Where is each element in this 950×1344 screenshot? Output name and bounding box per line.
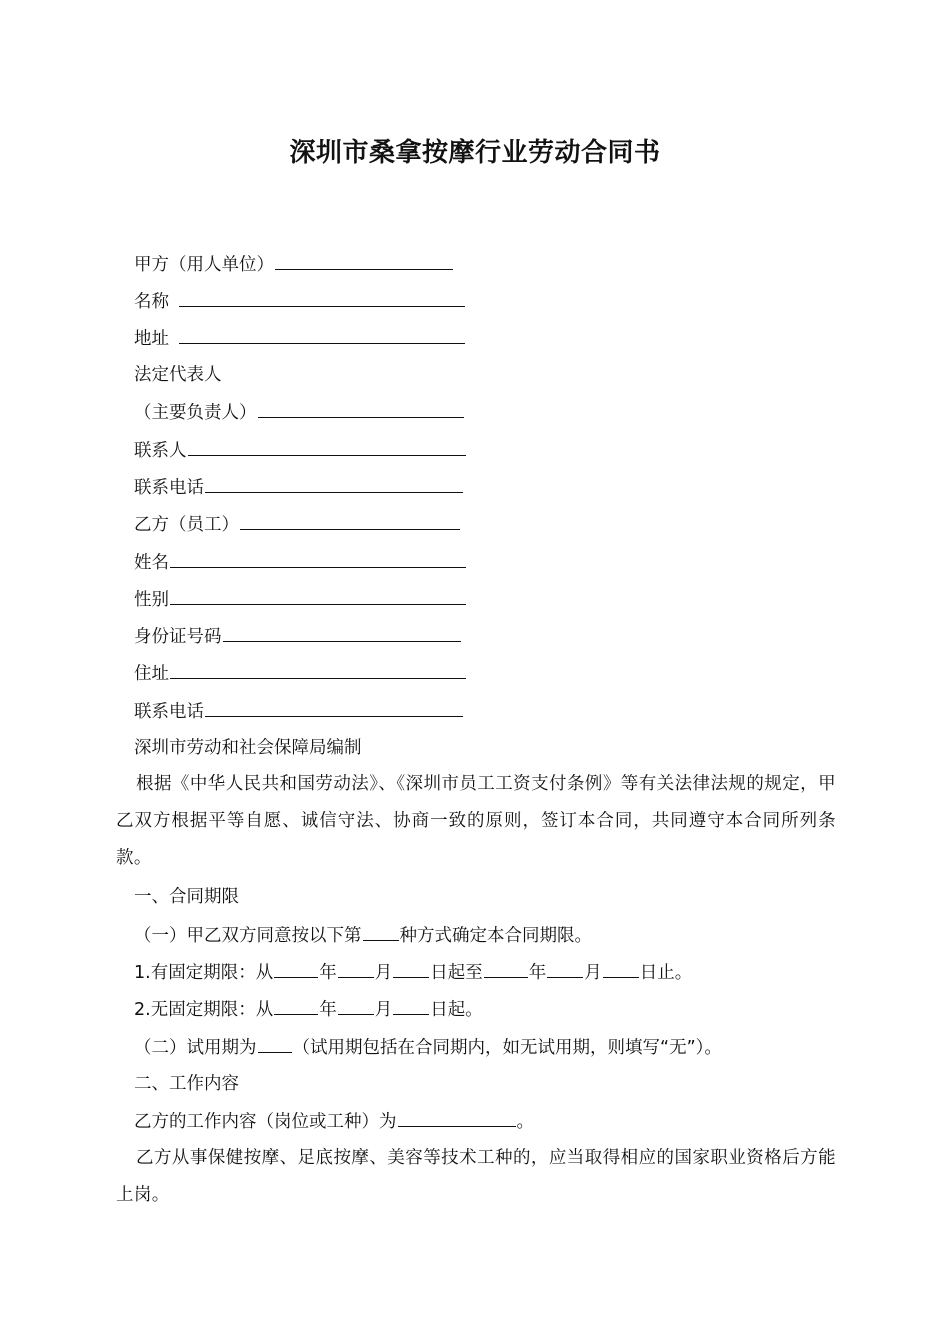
- section1-heading: 一、合同期限: [134, 887, 239, 907]
- fixed-day-end: 日止。: [639, 963, 693, 983]
- term-method-row: [134, 923, 592, 948]
- party-a-name-label: 名称: [134, 292, 169, 312]
- nonfixed-day-blank[interactable]: [393, 997, 429, 1015]
- party-b-name-blank[interactable]: [170, 550, 466, 568]
- principal-row: [134, 400, 465, 425]
- document-title: 深圳市桑拿按摩行业劳动合同书: [289, 138, 661, 168]
- party-a-label: 甲方（用人单位）: [134, 255, 274, 275]
- party-b-phone-label: 联系电话: [134, 702, 204, 722]
- gender-row: [134, 587, 467, 612]
- nonfixed-month-label: 月: [374, 1000, 393, 1020]
- party-a-phone-row: [134, 475, 464, 500]
- term-method-before: （一）甲乙双方同意按以下第: [134, 926, 362, 946]
- id-blank[interactable]: [223, 624, 461, 642]
- nonfixed-month-blank[interactable]: [338, 997, 374, 1015]
- fixed-term-row: [134, 960, 692, 985]
- legal-rep-row: [134, 363, 222, 387]
- preamble-paragraph: 根据《中华人民共和国劳动法》、《深圳市员工工资支付条例》等有关法律法规的规定，甲乙双方根据平等自愿、诚信守法、协商一致的原则，签订本合同，共同遵守本合同所列条款。: [116, 774, 836, 868]
- term-method-after: 种方式确定本合同期限。: [399, 926, 592, 946]
- party-b-blank[interactable]: [240, 512, 460, 530]
- party-a-phone-label: 联系电话: [134, 478, 204, 498]
- fixed-start-year-blank[interactable]: [274, 960, 318, 978]
- principal-label: （主要负责人）: [134, 403, 257, 423]
- gender-label: 性别: [134, 590, 169, 610]
- contact-row: [134, 438, 467, 463]
- nonfixed-year-blank[interactable]: [274, 997, 318, 1015]
- fixed-end-year-blank[interactable]: [484, 960, 528, 978]
- duty-before: 乙方的工作内容（岗位或工种）为: [134, 1112, 397, 1132]
- term-method-blank[interactable]: [363, 923, 399, 941]
- fixed-start-day-blank[interactable]: [393, 960, 429, 978]
- party-b-name-row: [134, 550, 467, 575]
- principal-blank[interactable]: [258, 400, 464, 418]
- party-b-name-label: 姓名: [134, 553, 169, 573]
- gender-blank[interactable]: [170, 587, 466, 605]
- contact-label: 联系人: [134, 441, 187, 461]
- fixed-end-day-blank[interactable]: [603, 960, 639, 978]
- party-a-name-row: [134, 289, 466, 314]
- fixed-day-from-to: 日起至: [430, 963, 483, 983]
- id-label: 身份证号码: [134, 627, 222, 647]
- fixed-term-label: 1.有固定期限：从: [134, 963, 274, 983]
- fixed-end-month-blank[interactable]: [547, 960, 583, 978]
- fixed-month-label: 月: [374, 963, 393, 983]
- probation-row: [134, 1035, 722, 1060]
- fixed-end-year-label: 年: [528, 963, 547, 983]
- section2-heading: 二、工作内容: [134, 1074, 239, 1094]
- id-row: [134, 624, 462, 649]
- fixed-start-month-blank[interactable]: [338, 960, 374, 978]
- residence-label: 住址: [134, 664, 169, 684]
- party-a-address-label: 地址: [134, 329, 169, 349]
- fixed-end-month-label: 月: [584, 963, 602, 983]
- party-b-phone-blank[interactable]: [205, 699, 463, 717]
- contact-blank[interactable]: [188, 438, 466, 456]
- party-a-blank[interactable]: [275, 252, 453, 270]
- probation-after: （试用期包括在合同期内，如无试用期，则填写“无”）。: [292, 1038, 722, 1058]
- probation-blank[interactable]: [258, 1035, 292, 1053]
- nonfixed-year-label: 年: [319, 1000, 337, 1020]
- nonfixed-day-from: 日起。: [430, 1000, 483, 1020]
- party-a-name-blank[interactable]: [179, 289, 465, 307]
- party-a-address-blank[interactable]: [179, 326, 465, 344]
- party-b-label: 乙方（员工）: [134, 515, 239, 535]
- fixed-year-label: 年: [319, 963, 337, 983]
- nonfixed-term-label: 2.无固定期限：从: [134, 1000, 274, 1020]
- duty-row: [134, 1109, 534, 1134]
- residence-row: [134, 661, 467, 686]
- party-b-phone-row: [134, 699, 464, 724]
- probation-before: （二）试用期为: [134, 1038, 257, 1058]
- party-b-row: [134, 512, 461, 537]
- party-a-phone-blank[interactable]: [205, 475, 463, 493]
- nonfixed-term-row: [134, 997, 483, 1022]
- compiled-by: 深圳市劳动和社会保障局编制: [134, 738, 362, 758]
- party-a-row: [134, 252, 454, 277]
- qualification-paragraph: 乙方从事保健按摩、足底按摩、美容等技术工种的，应当取得相应的国家职业资格后方能上岗。: [116, 1148, 836, 1205]
- duty-after: 。: [516, 1112, 534, 1132]
- legal-rep-label: 法定代表人: [134, 365, 222, 385]
- residence-blank[interactable]: [170, 661, 466, 679]
- duty-blank[interactable]: [398, 1109, 516, 1127]
- party-a-address-row: [134, 326, 466, 351]
